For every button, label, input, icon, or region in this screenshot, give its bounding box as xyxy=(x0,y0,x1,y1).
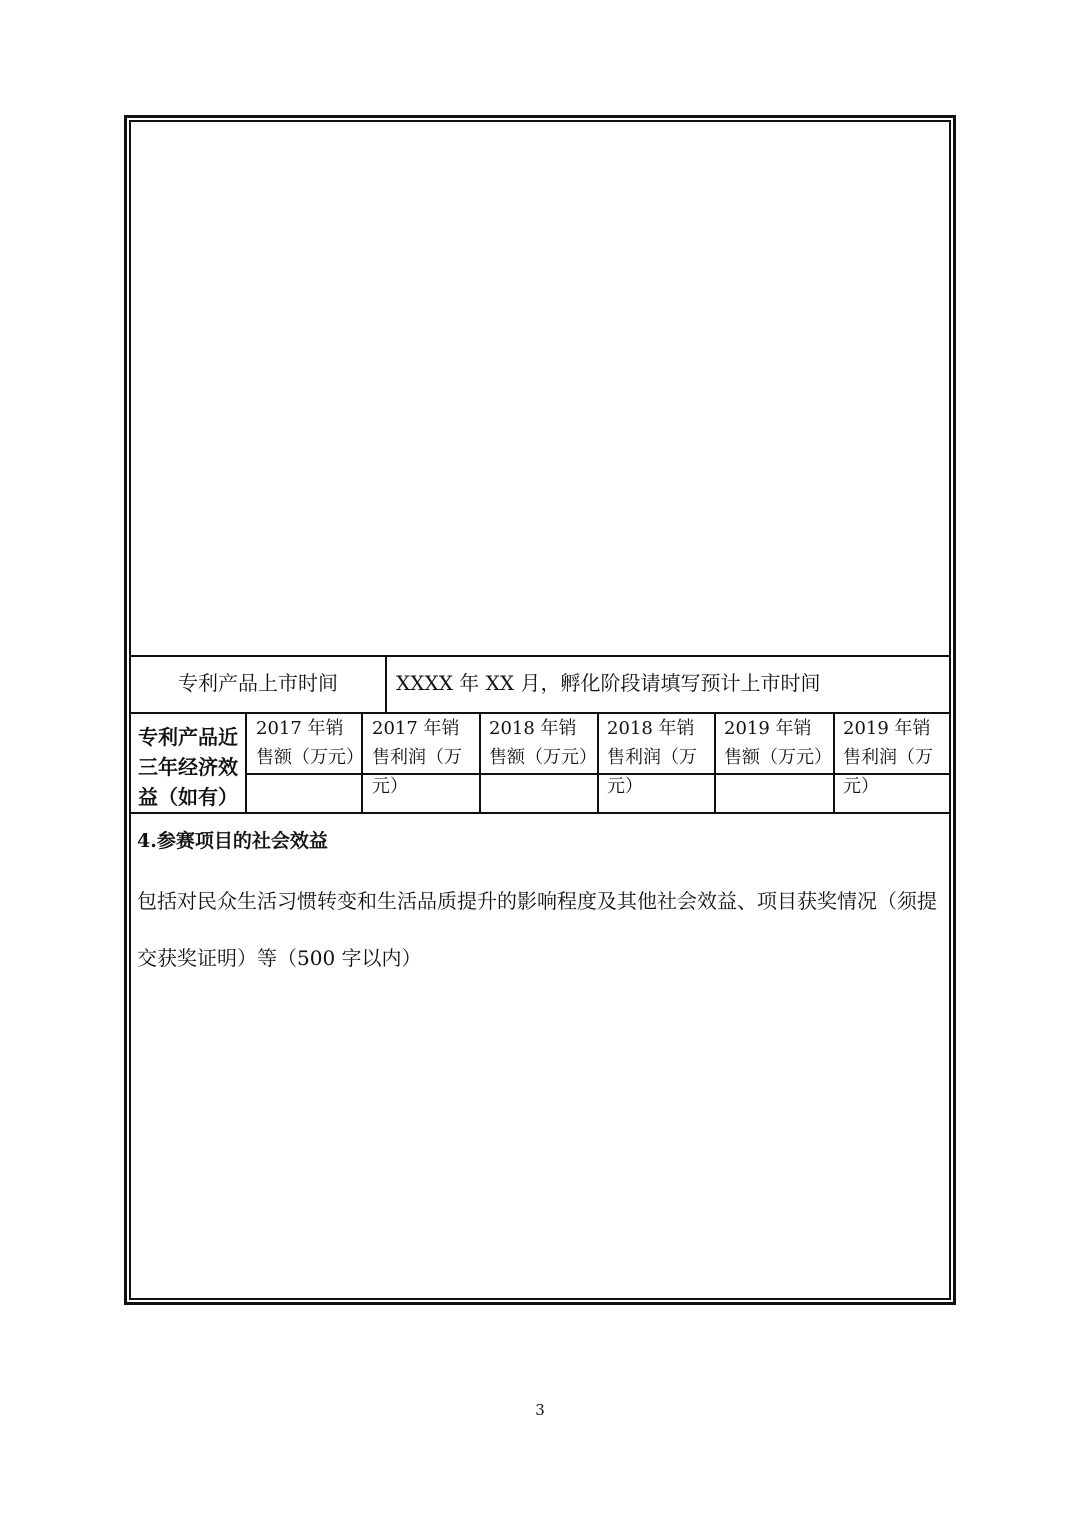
economic-benefit-label: 专利产品近三年经济效益（如有） xyxy=(138,725,238,809)
section-divider-top xyxy=(129,655,951,657)
form-inner-border xyxy=(129,120,951,1300)
column-header-2019-profit: 2019 年销售利润（万元） xyxy=(843,718,933,797)
benefit-table-bottom xyxy=(129,812,951,814)
column-header-2017-profit: 2017 年销售利润（万元） xyxy=(372,718,462,797)
value-cell-2018-sales[interactable] xyxy=(481,776,595,810)
value-cell-2018-profit[interactable] xyxy=(599,776,712,810)
value-cell-2019-profit[interactable] xyxy=(835,776,949,810)
value-cell-2017-profit[interactable] xyxy=(363,776,477,810)
page-number: 3 xyxy=(535,1401,545,1419)
column-header-2018-profit: 2018 年销售利润（万元） xyxy=(607,718,697,797)
value-cell-2017-sales[interactable] xyxy=(247,776,359,810)
social-benefit-description: 包括对民众生活习惯转变和生活品质提升的影响程度及其他社会效益、项目获奖情况（须提交获奖证明）等（500 字以内） xyxy=(137,889,937,970)
launch-time-label: 专利产品上市时间 xyxy=(178,671,338,695)
column-header-2019-sales: 2019 年销售额（万元） xyxy=(724,718,832,768)
value-cell-2019-sales[interactable] xyxy=(716,776,831,810)
social-benefit-title: 4.参赛项目的社会效益 xyxy=(137,830,328,852)
column-header-2017-sales: 2017 年销售额（万元） xyxy=(256,718,364,768)
launch-time-value[interactable]: XXXX 年 XX 月，孵化阶段请填写预计上市时间 xyxy=(396,671,821,695)
column-header-2018-sales: 2018 年销售额（万元） xyxy=(489,718,597,768)
